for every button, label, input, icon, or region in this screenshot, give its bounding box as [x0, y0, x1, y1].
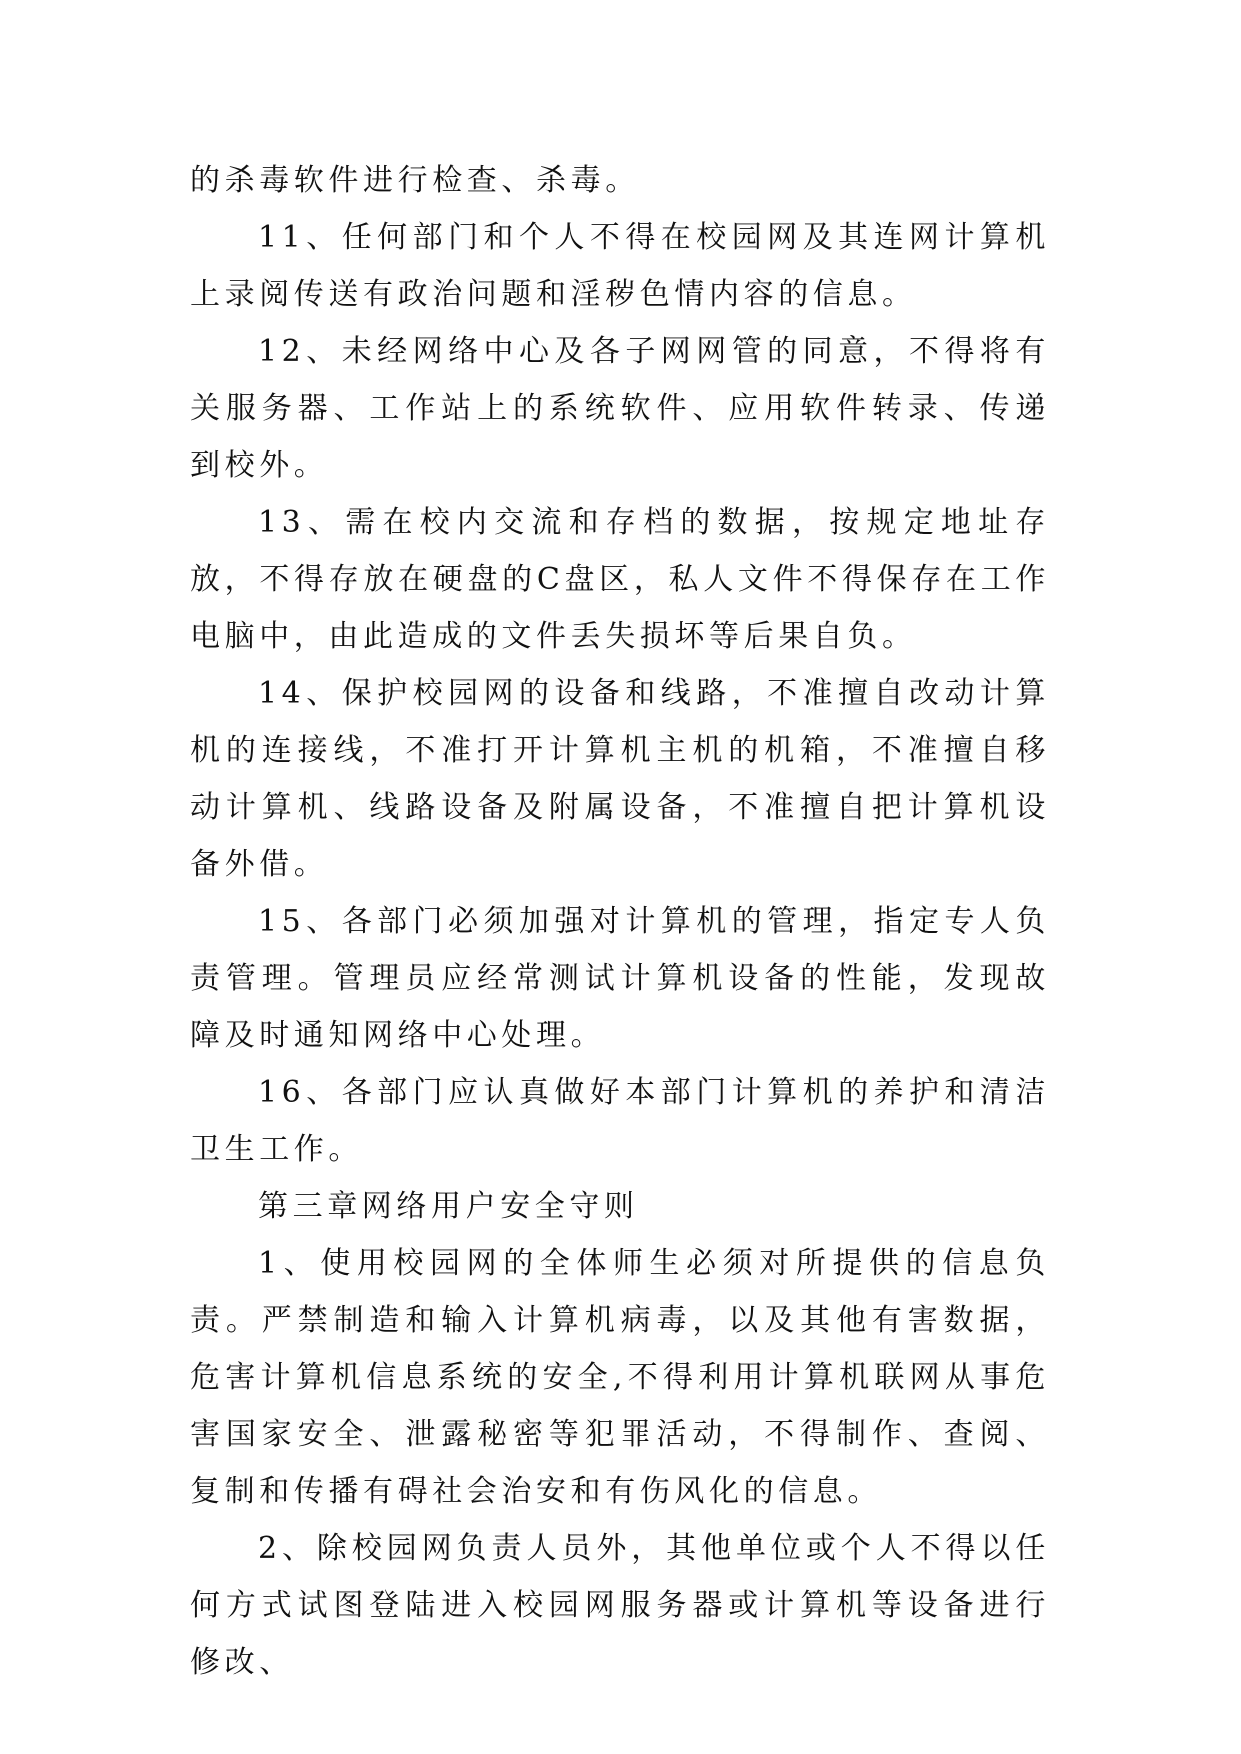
- chapter-heading: 第三章网络用户安全守则: [258, 1189, 639, 1224]
- paragraph-item-15: 15、各部门必须加强对计算机的管理，指定专人负责管理。管理员应经常测试计算机设备的性能，发现故障及时通知网络中心处理。: [190, 904, 1050, 1053]
- paragraph-rule-1: 1、使用校园网的全体师生必须对所提供的信息负责。严禁制造和输入计算机病毒，以及其他有害数据，危害计算机信息系统的安全,不得利用计算机联网从事危害国家安全、泄露秘密等犯罪活动，不得制作、查阅、复制和传播有碍社会治安和有伤风化的信息。: [190, 1246, 1050, 1509]
- paragraph-rule-2: 2、除校园网负责人员外，其他单位或个人不得以任何方式试图登陆进入校园网服务器或计算机等设备进行修改、: [190, 1531, 1050, 1680]
- paragraph-continuation: 的杀毒软件进行检查、杀毒。: [190, 163, 640, 198]
- paragraph-item-12: 12、未经网络中心及各子网网管的同意，不得将有关服务器、工作站上的系统软件、应用软件转录、传递到校外。: [190, 334, 1050, 483]
- paragraph-item-13: 13、需在校内交流和存档的数据，按规定地址存放，不得存放在硬盘的C盘区，私人文件不得保存在工作电脑中，由此造成的文件丢失损坏等后果自负。: [190, 505, 1050, 654]
- paragraph-item-11: 11、任何部门和个人不得在校园网及其连网计算机上录阅传送有政治问题和淫秽色情内容的信息。: [190, 220, 1050, 312]
- document-body: [190, 152, 1050, 1691]
- paragraph-item-16: 16、各部门应认真做好本部门计算机的养护和清洁卫生工作。: [190, 1075, 1050, 1167]
- paragraph-item-14: 14、保护校园网的设备和线路，不准擅自改动计算机的连接线，不准打开计算机主机的机箱，不准擅自移动计算机、线路设备及附属设备，不准擅自把计算机设备外借。: [190, 676, 1050, 882]
